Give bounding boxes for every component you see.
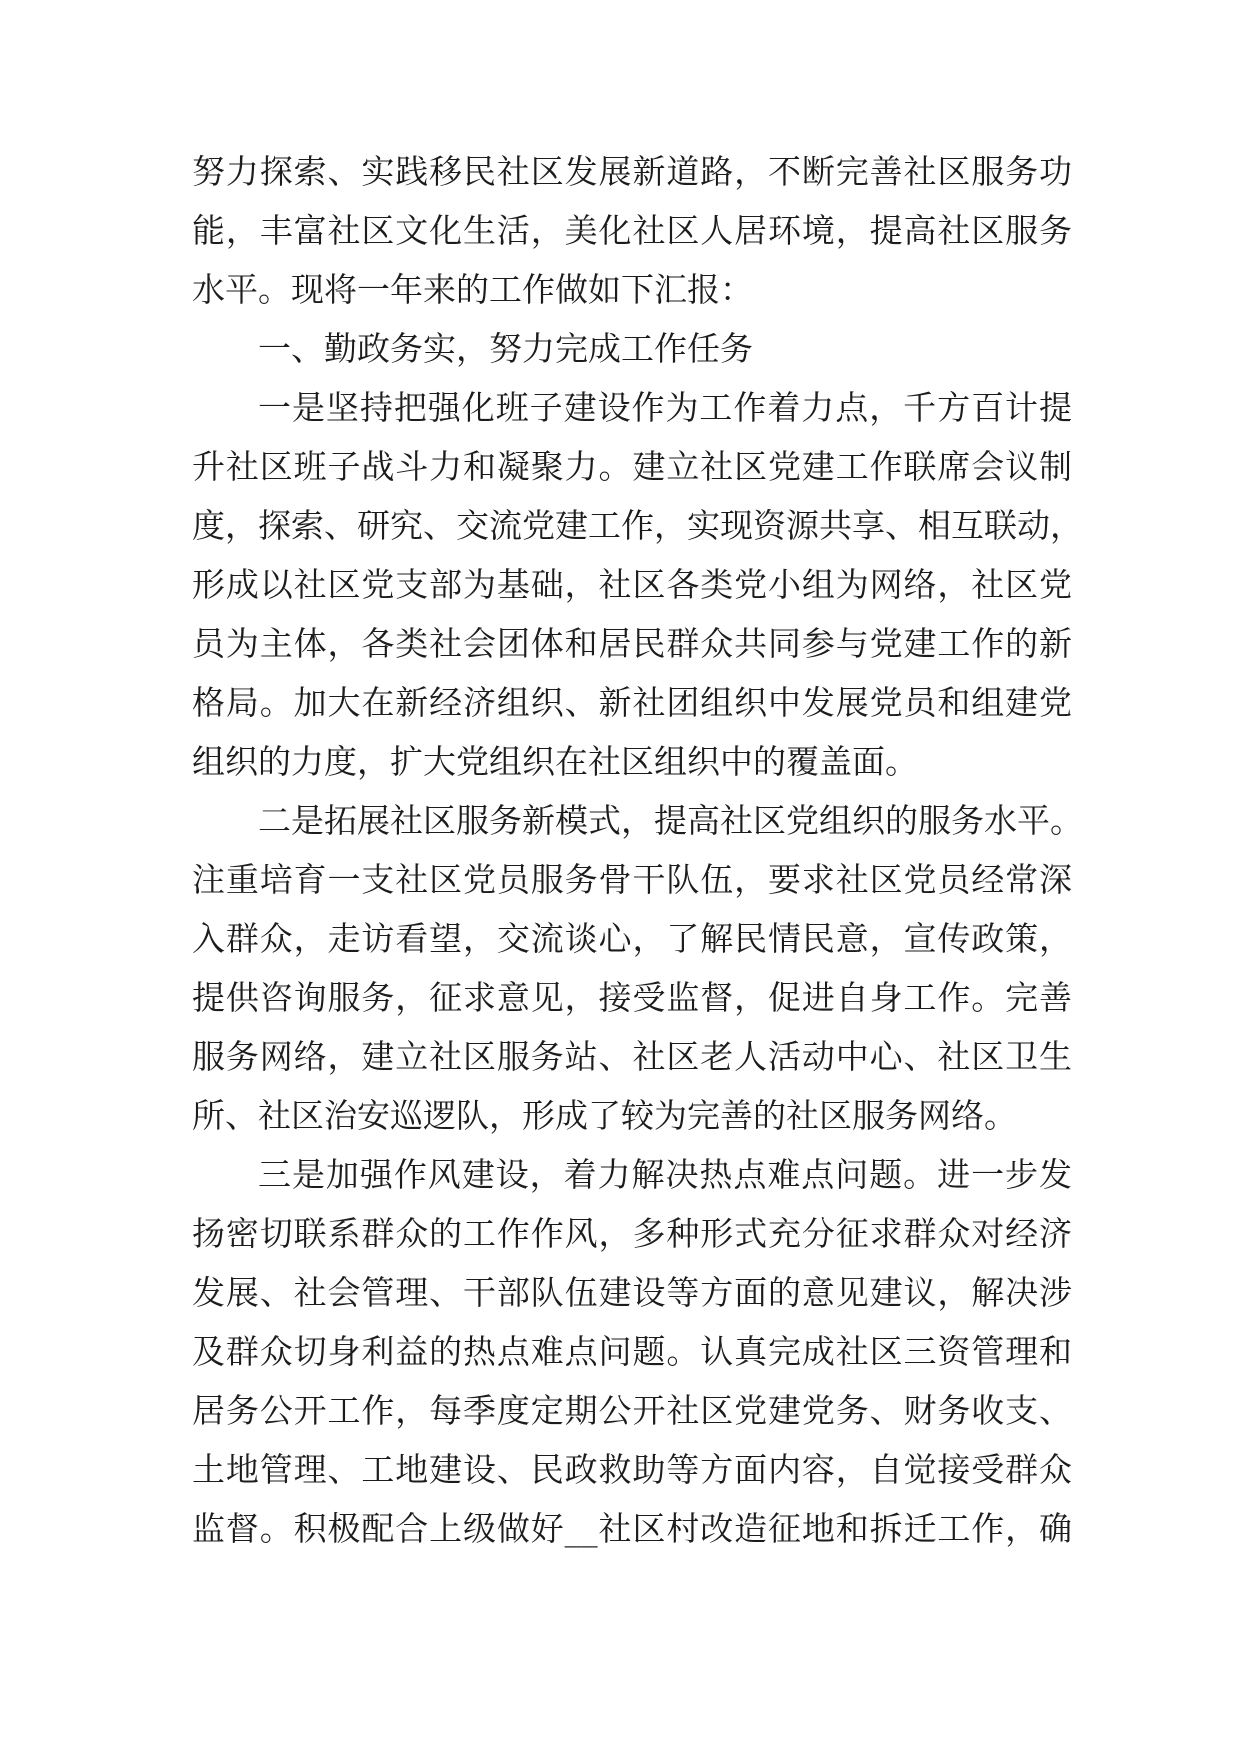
text-line: 格局。加大在新经济组织、新社团组织中发展党员和组建党 [192, 683, 1072, 722]
text-line: 服务网络，建立社区服务站、社区老人活动中心、社区卫生 [192, 1037, 1072, 1076]
text-line: 度，探索、研究、交流党建工作，实现资源共享、相互联动， [192, 506, 1083, 545]
text-line: 一是坚持把强化班子建设作为工作着力点，千方百计提 [258, 388, 1072, 427]
text-line: 土地管理、工地建设、民政救助等方面内容，自觉接受群众 [192, 1450, 1072, 1489]
section-heading: 一、勤政务实，努力完成工作任务 [258, 329, 753, 368]
text-line: 形成以社区党支部为基础，社区各类党小组为网络，社区党 [192, 565, 1072, 604]
text-line: 员为主体，各类社会团体和居民群众共同参与党建工作的新 [192, 624, 1072, 663]
text-line: 能，丰富社区文化生活，美化社区人居环境，提高社区服务 [192, 211, 1072, 250]
text-line: 组织的力度，扩大党组织在社区组织中的覆盖面。 [192, 742, 918, 781]
text-line: 水平。现将一年来的工作做如下汇报： [192, 270, 753, 309]
text-line: 提供咨询服务，征求意见，接受监督，促进自身工作。完善 [192, 978, 1072, 1017]
text-line: 扬密切联系群众的工作作风，多种形式充分征求群众对经济 [192, 1214, 1072, 1253]
text-line: 及群众切身利益的热点难点问题。认真完成社区三资管理和 [192, 1332, 1072, 1371]
text-line: 注重培育一支社区党员服务骨干队伍，要求社区党员经常深 [192, 860, 1072, 899]
text-line: 三是加强作风建设，着力解决热点难点问题。进一步发 [258, 1155, 1072, 1194]
text-line: 监督。积极配合上级做好__社区村改造征地和拆迁工作，确 [192, 1509, 1072, 1548]
text-line: 发展、社会管理、干部队伍建设等方面的意见建议，解决涉 [192, 1273, 1072, 1312]
text-line: 所、社区治安巡逻队，形成了较为完善的社区服务网络。 [192, 1096, 1017, 1135]
document-body [192, 142, 1083, 1558]
text-line: 二是拓展社区服务新模式，提高社区党组织的服务水平。 [258, 801, 1083, 840]
text-line: 居务公开工作，每季度定期公开社区党建党务、财务收支、 [192, 1391, 1072, 1430]
text-line: 升社区班子战斗力和凝聚力。建立社区党建工作联席会议制 [192, 447, 1072, 486]
text-line: 努力探索、实践移民社区发展新道路，不断完善社区服务功 [192, 152, 1072, 191]
text-line: 入群众，走访看望，交流谈心，了解民情民意，宣传政策， [192, 919, 1072, 958]
